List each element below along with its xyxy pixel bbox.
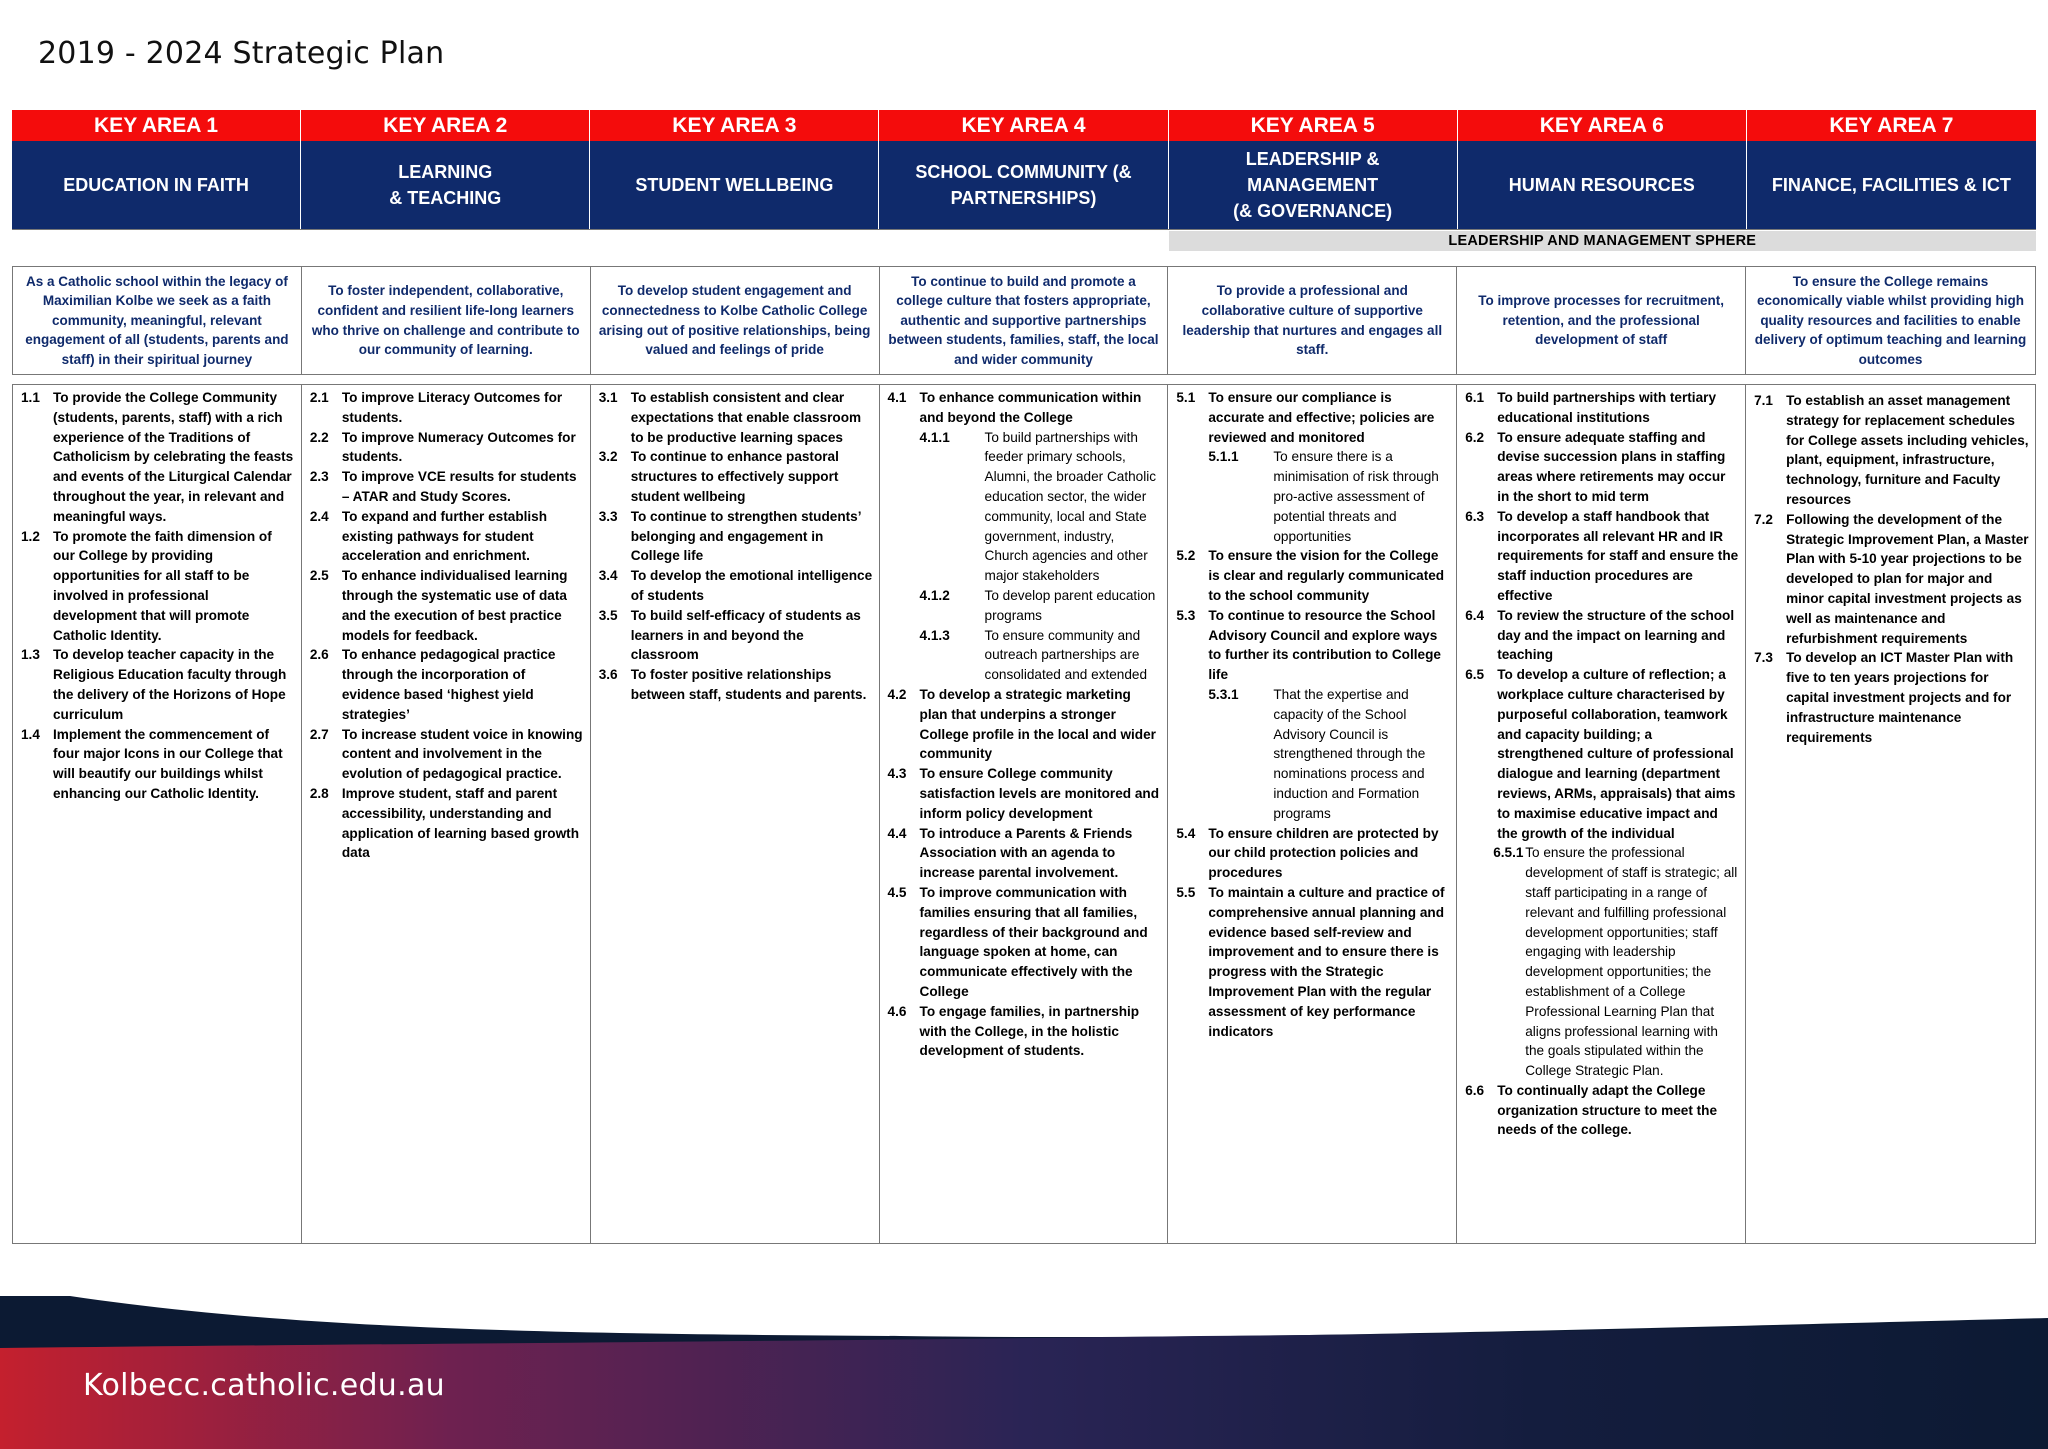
objective-number: 5.3.1 [1208,686,1239,702]
key-area-label: KEY AREA 4 [879,110,1168,141]
objective-number: 1.2 [21,528,40,544]
objective-text: To promote the faith dimension of our College by providing opportunities for all staff to be involved in professional development that will promote Catholic Identity. [53,528,272,643]
objective-number: 4.3 [887,766,907,782]
objective-number: 3.2 [598,449,618,465]
objective-number: 4.2 [887,686,907,702]
objective-text: To ensure children are protected by our child protection policies and procedures [1208,825,1439,881]
objective-text: To develop a culture of reflection; a workplace culture characterised by purposeful collaboration, teamwork and capacity building; a strengthened culture of professional dialogue and learning (department reviews, ARMs, appraisals) that aims to maximise educative impact and the growth of the individual [1497,667,1736,841]
objective-text: To review the structure of the school day and the impact on learning and teaching [1497,607,1735,663]
objective-item [1465,606,1739,665]
objective-number: 7.1 [1754,393,1773,408]
objective-number: 4.5 [887,884,907,900]
objective-item [888,1002,1162,1061]
objective-number: 1.4 [21,726,40,742]
objective-text: To ensure community and outreach partnerships are consolidated and extended [984,627,1148,683]
objective-item [888,883,1162,1002]
objective-item [1176,824,1450,883]
key-area-goal: As a Catholic school within the legacy of Maximilian Kolbe we seek as a faith community, meaningful, relevant engagement of all (students, parents and staff) in their spiritual journey [13,267,302,374]
sub-objective-item [888,586,1162,626]
key-area-label: KEY AREA 1 [12,110,301,141]
objective-text: To continue to strengthen students’ belonging and engagement in College life [630,508,861,564]
objective-text: Implement the commencement of four major Icons in our College that will beautify our buildings whilst enhancing our Catholic Identity. [53,726,283,801]
objective-item [599,388,873,447]
objective-text: To ensure adequate staffing and devise succession plans in staffing areas where retirements may occur in the short to mid term [1497,429,1726,504]
objective-number: 4.1.2 [919,587,950,603]
objective-item [21,388,295,527]
objective-number: 6.2 [1465,429,1485,445]
key-area-goal: To provide a professional and collaborative culture of supportive leadership that nurtures and engages all staff. [1168,267,1457,374]
objective-number: 1.1 [21,390,40,405]
objective-text: To increase student voice in knowing content and involvement in the evolution of pedagogical practice. [341,726,583,782]
objective-number: 3.5 [598,607,618,623]
objective-number: 6.6 [1465,1082,1485,1098]
objective-number: 2.8 [309,785,329,801]
objective-number: 2.2 [309,429,329,445]
objective-item [599,507,873,566]
objective-number: 4.1.1 [919,429,950,445]
objective-number: 5.4 [1176,825,1196,841]
key-area-goal: To continue to build and promote a college culture that fosters appropriate, authentic and supportive partnerships between students, families, staff, the local and wider community [880,267,1169,374]
objective-text: To continue to enhance pastoral structures to effectively support student wellbeing [630,449,839,504]
key-area-name: SCHOOL COMMUNITY (& PARTNERSHIPS) [879,141,1168,229]
objective-text: To foster positive relationships between staff, students and parents. [630,667,867,702]
key-area-label: KEY AREA 5 [1169,110,1458,141]
objectives-column [880,385,1169,1243]
objective-text: To ensure the professional development of staff is strategic; all staff participating in a range of relevant and fulfilling professional development opportunities; staff engaging with leadership development opportunities; the establishment of a College Professional Learning Plan that aligns professional learning with the goals stipulated within the College Strategic Plan. [1525,845,1738,1079]
objective-item [1176,606,1450,685]
objective-number: 4.6 [887,1003,907,1019]
objective-item [1465,1081,1739,1140]
objective-text: To develop an ICT Master Plan with five to ten years projections for capital investment projects and for infrastructure maintenance requirements [1786,650,2014,745]
objective-item [1754,510,2029,649]
objective-item [21,645,295,724]
objective-item [1754,648,2029,747]
objective-item [21,725,295,804]
objective-text: To improve VCE results for students – ATAR and Study Scores. [341,469,577,504]
objective-number: 6.4 [1465,607,1485,623]
sub-objective-item [1176,685,1450,824]
objective-text: To build partnerships with tertiary educational institutions [1497,390,1716,425]
key-area-name: EDUCATION IN FAITH [12,141,301,229]
objectives-column [302,385,591,1243]
objective-text: To develop the emotional intelligence of students [630,568,873,603]
objective-text: To ensure our compliance is accurate and effective; policies are reviewed and monitored [1208,390,1435,445]
objective-number: 2.5 [309,568,329,584]
objective-text: To provide the College Community (students, parents, staff) with a rich experience of the Traditions of Catholicism by celebrating the feasts and events of the Liturgical Calendar throughout the year, in relevant and meaningful ways. [53,390,294,524]
sub-objective-item [1465,843,1739,1081]
objective-item [1176,546,1450,605]
sphere-label: LEADERSHIP AND MANAGEMENT SPHERE [1169,231,2036,251]
objective-text: To establish consistent and clear expectations that enable classroom to be productive learning spaces [630,390,862,445]
objective-number: 6.3 [1465,508,1485,524]
key-area-goal: To develop student engagement and connectedness to Kolbe Catholic College arising out of positive relationships, being valued and feelings of pride [591,267,880,374]
objective-item [1176,883,1450,1041]
objective-text: To develop a strategic marketing plan that underpins a stronger College profile in the local and wider community [919,686,1156,762]
key-area-name: FINANCE, FACILITIES & ICT [1747,141,2036,229]
objectives-column [1457,385,1746,1243]
objective-item [310,725,584,784]
footer-banner [0,1296,2048,1449]
key-area-name: HUMAN RESOURCES [1458,141,1747,229]
sub-objective-item [888,626,1162,685]
key-area-label: KEY AREA 6 [1458,110,1747,141]
objective-number: 2.6 [309,647,329,663]
objective-item [1465,388,1739,428]
objective-item [310,507,584,566]
objective-number: 2.4 [309,508,329,524]
objective-text: To ensure there is a minimisation of risk through pro-active assessment of potential threats and opportunities [1273,449,1439,544]
objective-text: To ensure the vision for the College is clear and regularly communicated to the school community [1208,548,1445,603]
objective-text: Following the development of the Strategic Improvement Plan, a Master Plan with 5-10 year projections to be developed to plan for major and minor capital investment projects as well as maintenance and refurbishment requirements [1786,511,2029,646]
objective-item [1176,388,1450,447]
objective-number: 5.1.1 [1208,449,1239,465]
key-area-label: KEY AREA 7 [1747,110,2036,141]
sub-objective-item [888,428,1162,586]
objective-item [1465,428,1739,507]
objective-text: To improve Numeracy Outcomes for students. [341,429,576,465]
key-area-header-row [12,110,2036,141]
objective-number: 2.1 [309,390,329,405]
objective-text: To improve Literacy Outcomes for students. [341,390,563,425]
objective-number: 6.5.1 [1493,845,1524,861]
objective-item [310,566,584,645]
objective-text: To continue to resource the School Advisory Council and explore ways to further its contribution to College life [1208,607,1441,683]
objective-text: To enhance pedagogical practice through the incorporation of evidence based ‘highest yield strategies’ [341,647,556,722]
objective-number: 5.5 [1176,884,1196,900]
objective-text: To establish an asset management strategy for replacement schedules for College assets including vehicles, plant, equipment, infrastructure, technology, furniture and Faculty resources [1786,393,2029,507]
objective-item [1465,665,1739,843]
objective-text: That the expertise and capacity of the School Advisory Council is strengthened through the nominations process and induction and Formation programs [1273,686,1426,821]
objective-item [888,824,1162,883]
objective-item [310,467,584,507]
objective-text: To build self-efficacy of students as learners in and beyond the classroom [630,607,861,663]
objective-number: 2.3 [309,469,329,485]
objective-number: 4.1 [887,390,907,405]
objective-item [310,645,584,724]
objective-number: 4.1.3 [919,627,950,643]
key-area-label: KEY AREA 2 [301,110,590,141]
objective-item [599,665,873,705]
objective-number: 3.6 [598,667,618,683]
key-area-name: LEADERSHIP & MANAGEMENT (& GOVERNANCE) [1169,141,1458,229]
objective-number: 6.1 [1465,390,1485,405]
objectives-column [13,385,302,1243]
objective-number: 4.4 [887,825,907,841]
page-title: 2019 - 2024 Strategic Plan [38,36,445,71]
key-area-label: KEY AREA 3 [590,110,879,141]
objective-text: To maintain a culture and practice of comprehensive annual planning and evidence based self-review and improvement and to ensure there is progress with the Strategic Improvement Plan with the regular assessment of key performance indicators [1208,884,1445,1039]
objectives-column [1746,385,2035,1243]
objective-number: 3.4 [598,568,618,584]
objective-text: Improve student, staff and parent accessibility, understanding and application of learning based growth data [341,785,579,861]
objective-text: To expand and further establish existing pathways for student acceleration and enrichment. [341,508,548,564]
objective-number: 1.3 [21,647,40,663]
objective-number: 3.3 [598,508,618,524]
key-area-goal: To foster independent, collaborative, confident and resilient life-long learners who thrive on challenge and contribute to our community of learning. [302,267,591,374]
objective-item [310,388,584,428]
objective-text: To ensure College community satisfaction levels are monitored and inform policy development [919,766,1160,821]
objective-text: To continually adapt the College organization structure to meet the needs of the college. [1497,1082,1718,1138]
key-area-goal: To improve processes for recruitment, retention, and the professional development of staff [1457,267,1746,374]
objective-number: 7.3 [1754,650,1773,666]
key-area-name-row [12,141,2036,229]
objective-item [21,527,295,646]
strategic-plan-table [12,110,2036,1244]
objectives-row [12,384,2036,1244]
objective-text: To develop a staff handbook that incorporates all relevant HR and IR requirements for staff and ensure the staff induction procedures are effective [1497,508,1739,603]
objective-text: To build partnerships with feeder primary schools, Alumni, the broader Catholic education sector, the wider community, local and State government, industry, Church agencies and other major stakeholders [984,429,1157,584]
objective-item [888,685,1162,764]
sphere-row [12,229,2036,253]
key-area-name: STUDENT WELLBEING [590,141,879,229]
objective-text: To engage families, in partnership with the College, in the holistic development of students. [919,1003,1140,1059]
objective-number: 2.7 [309,726,329,742]
key-area-goal: To ensure the College remains economically viable whilst providing high quality resources and facilities to enable delivery of optimum teaching and learning outcomes [1754,273,2027,367]
objective-number: 3.1 [598,390,618,405]
objective-text: To develop teacher capacity in the Religious Education faculty through the delivery of the Horizons of Hope curriculum [53,647,287,722]
objective-number: 6.5 [1465,667,1485,683]
objectives-column [1168,385,1457,1243]
objective-item [1465,507,1739,606]
objective-item [310,784,584,863]
objective-number: 5.3 [1176,607,1196,623]
objective-text: To introduce a Parents & Friends Association with an agenda to increase parental involvement. [919,825,1133,881]
objective-text: To enhance individualised learning through the systematic use of data and the execution of best practice models for feedback. [341,568,568,643]
objective-item [888,388,1162,428]
key-area-name: LEARNING & TEACHING [301,141,590,229]
objective-item [310,428,584,468]
objective-number: 5.1 [1176,390,1196,405]
objective-text: To improve communication with families ensuring that all families, regardless of their background and language spoken at home, can communicate effectively with the College [919,884,1148,999]
objective-item [888,764,1162,823]
objective-number: 5.2 [1176,548,1196,564]
goal-row [12,266,2036,375]
objectives-column [591,385,880,1243]
objective-text: To develop parent education programs [984,587,1156,623]
objective-item [1754,391,2029,510]
sub-objective-item [1176,447,1450,546]
objective-number: 7.2 [1754,511,1773,527]
objective-item [599,606,873,665]
objective-item [599,447,873,506]
objective-text: To enhance communication within and beyond the College [919,390,1142,425]
objective-item [599,566,873,606]
footer-website-url[interactable]: Kolbecc.catholic.edu.au [83,1368,445,1403]
